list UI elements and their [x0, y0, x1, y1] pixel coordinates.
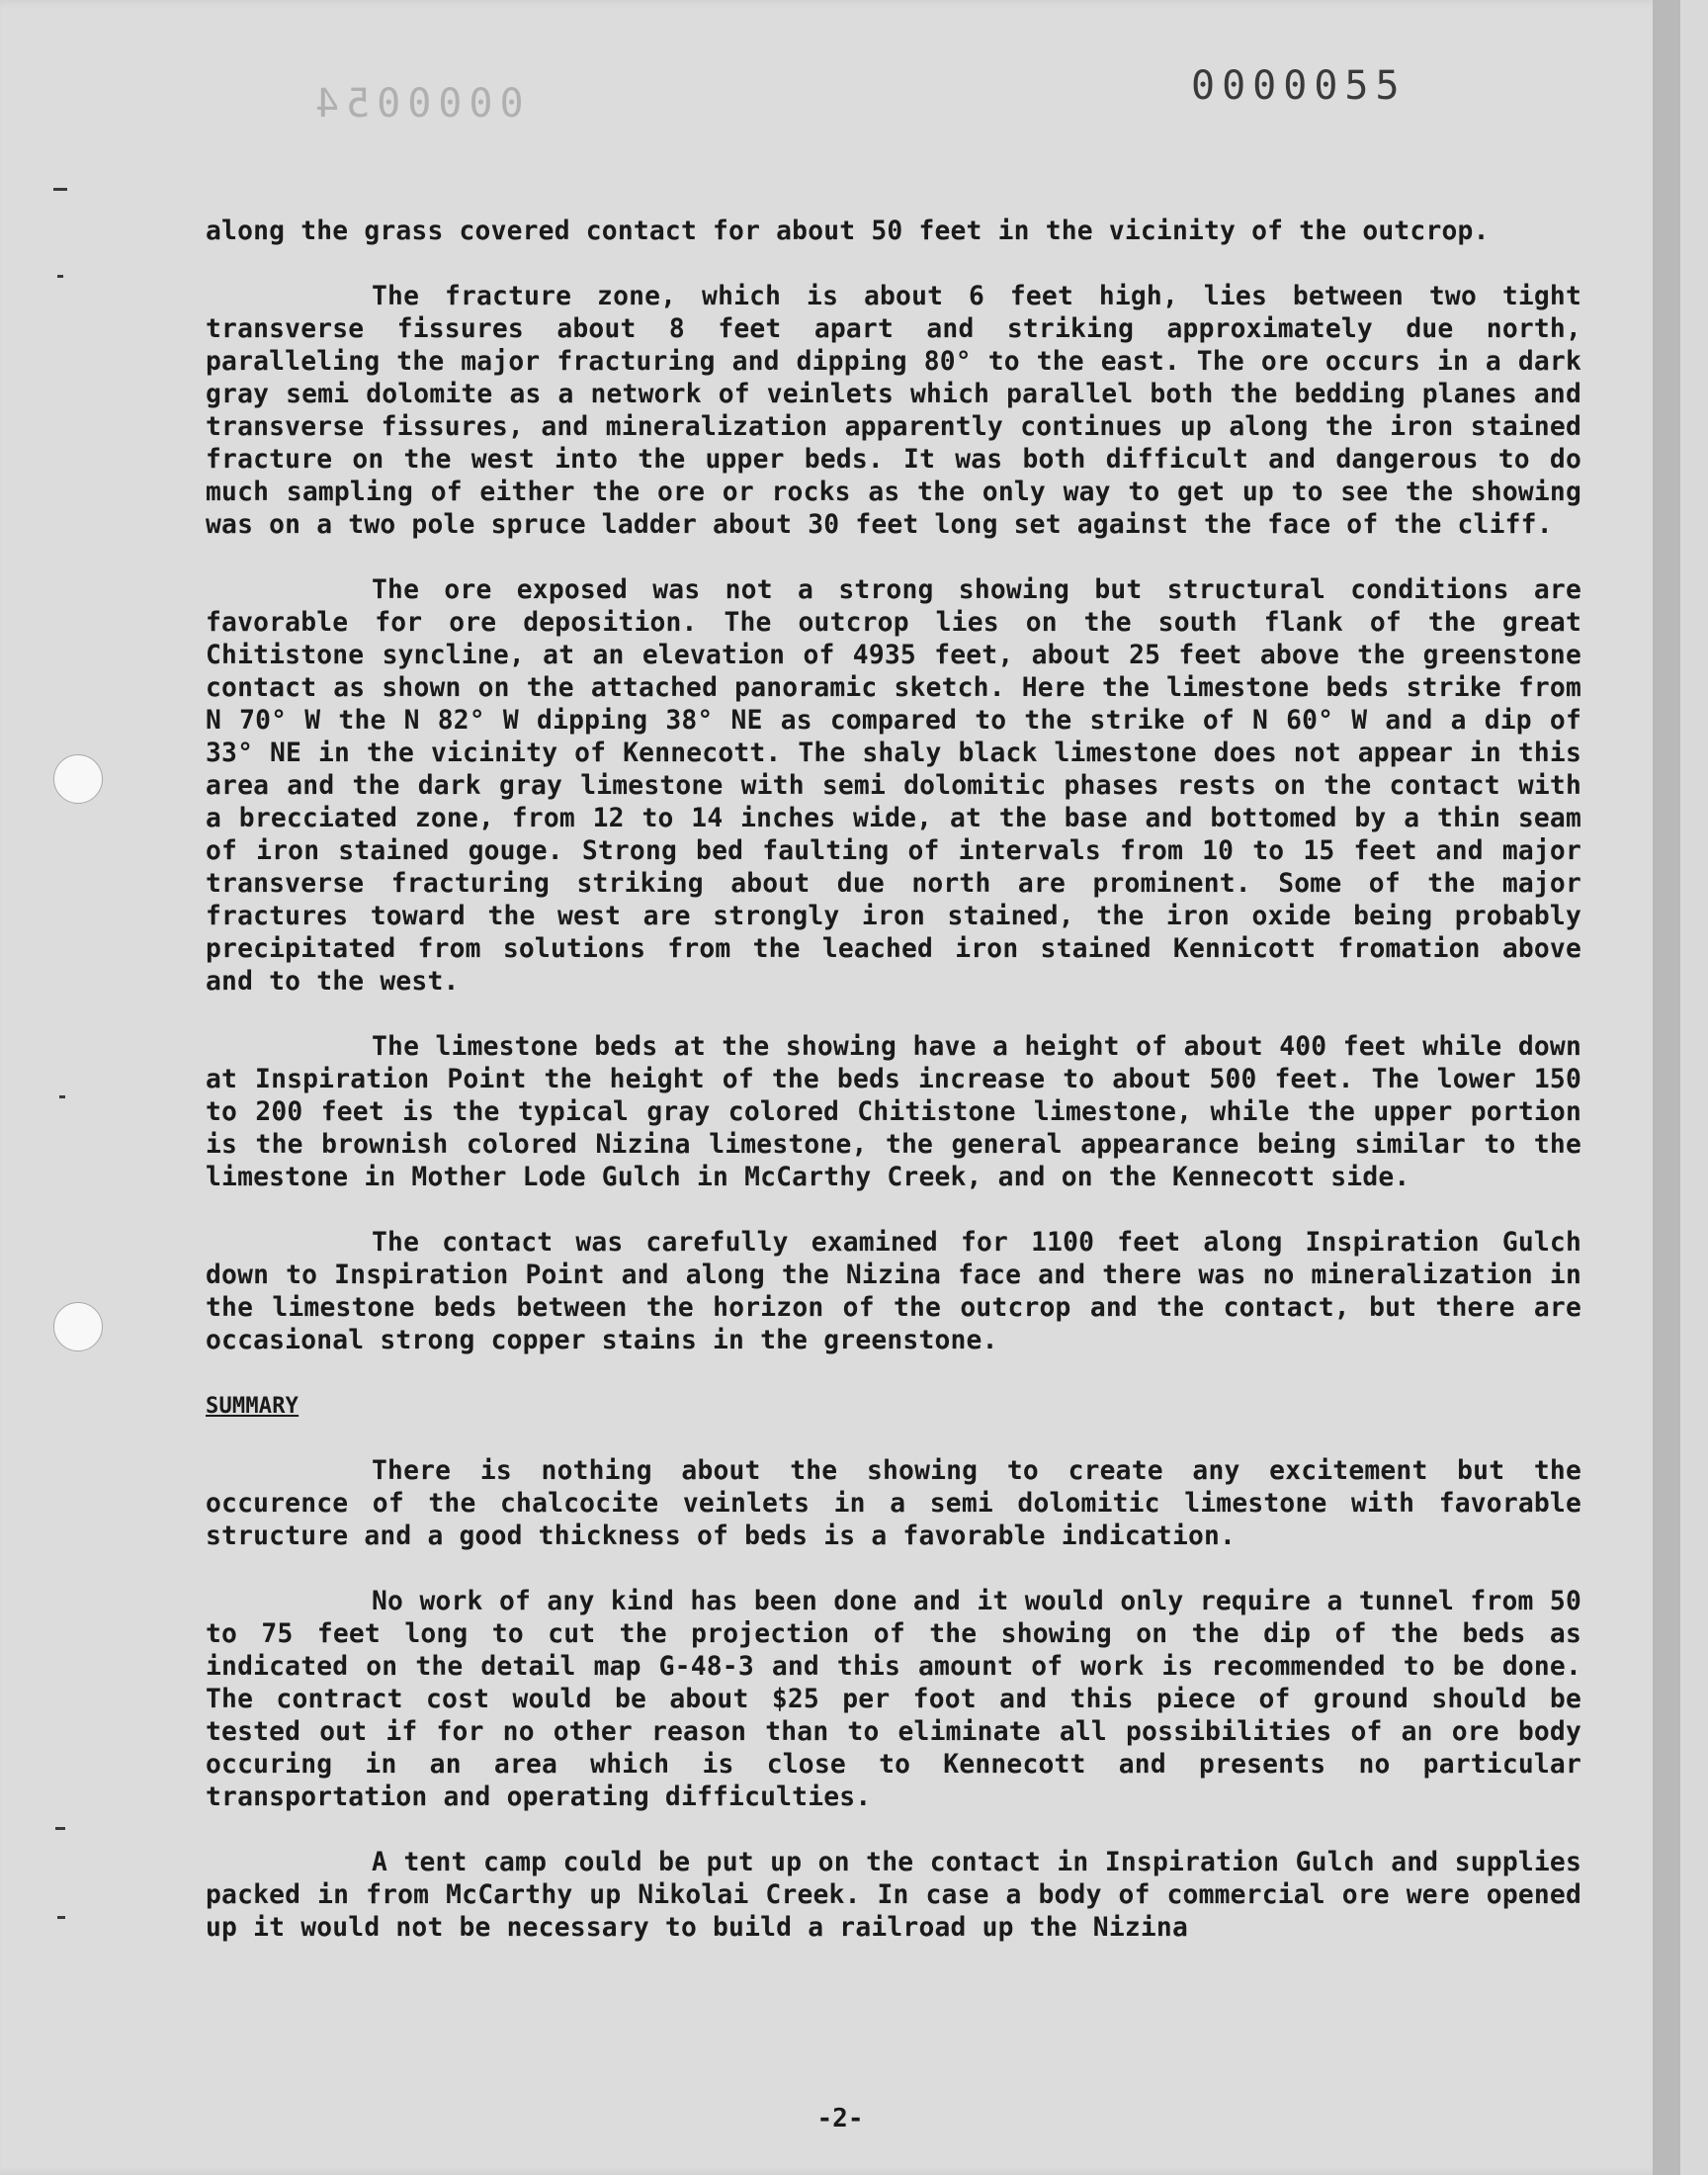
paragraph-fracture-zone: The fracture zone, which is about 6 feet high, lies between two tight transverse fissures about 8 feet apart and striking approximately due north, paralleling the major fracturing and dipping 80° to the east. The ore occurs in a dark gray semi dolomite as a network of veinlets which parallel both the bedding planes and transverse fissures, and mineralization apparently continues up along the iron stained fracture on the west into the upper beds. It was both difficult and dangerous to do much sampling of either the ore or rocks as the only way to get up to see the showing was on a two pole spruce ladder about 30 feet long set against the face of the cliff.	[206, 282, 1581, 540]
paragraph-ore-exposed: The ore exposed was not a strong showing but structural conditions are favorable for ore deposition. The outcrop lies on the south flank of the great Chitistone syncline, at an elevation of 4935 feet, about 25 feet above the greenstone contact as shown on the attached panoramic sketch. Here the limestone beds strike from N 70° W the N 82° W dipping 38° NE as compared to the strike of N 60° W and a dip of 33° NE in the vicinity of Kennecott. The shaly black limestone does not appear in this area and the dark gray limestone with semi dolomitic phases rests on the contact with a brecciated zone, from 12 to 14 inches wide, at the base and bottomed by a thin seam of iron stained gouge. Strong bed faulting of intervals from 10 to 15 feet and major transverse fracturing striking about due north are prominent. Some of the major fractures toward the west are strongly iron stained, the iron oxide being probably precipitated from solutions from the leached iron stained Kennicott fromation above and to the west.	[206, 575, 1581, 997]
margin-mark	[57, 1916, 65, 1919]
paragraph-recommendation: No work of any kind has been done and it would only require a tunnel from 50 to 75 feet long to cut the projection of the showing on the dip of the beds as indicated on the detail map G-48-3 and this amount of work is recommended to be done. The contract cost would be about $25 per foot and this piece of ground should be tested out if for no other reason than to eliminate all possibilities of an ore body occuring in an area which is close to Kennecott and presents no particular transportation and operating difficulties.	[206, 1587, 1581, 1812]
paragraph-continuation: along the grass covered contact for about 50 feet in the vicinity of the outcrop.	[206, 217, 1490, 246]
punch-hole-top	[53, 754, 103, 804]
document-body	[206, 216, 1581, 1977]
margin-mark	[53, 188, 67, 191]
bleed-through-doc-number: 0000054	[308, 81, 524, 127]
paragraph-summary: There is nothing about the showing to create any excitement but the occurence of the chalcocite veinlets in a semi dolomitic limestone with favorable structure and a good thickness of beds is a favorable indication.	[206, 1456, 1581, 1551]
margin-mark	[57, 275, 63, 278]
page-edge	[1653, 0, 1680, 2175]
paragraph-contact-examined: The contact was carefully examined for 1100 feet along Inspiration Gulch down to Inspiration Point and along the Nizina face and there was no mineralization in the limestone beds between the horizon of the outcrop and the contact, but there are occasional strong copper stains in the greenstone.	[206, 1228, 1581, 1355]
document-number: 0000055	[1191, 63, 1407, 109]
page-number: -2-	[816, 2104, 864, 2133]
margin-mark	[55, 1827, 65, 1830]
paragraph-limestone-beds: The limestone beds at the showing have a height of about 400 feet while down at Inspiration Point the height of the beds increase to about 500 feet. The lower 150 to 200 feet is the typical gray colored Chitistone limestone, while the upper portion is the brownish colored Nizina limestone, the general appearance being similar to the limestone in Mother Lode Gulch in McCarthy Creek, and on the Kennecott side.	[206, 1032, 1581, 1192]
margin-mark	[59, 1095, 65, 1098]
summary-heading: SUMMARY	[206, 1394, 299, 1419]
paragraph-tent-camp: A tent camp could be put up on the contact in Inspiration Gulch and supplies packed in from McCarthy up Nikolai Creek. In case a body of commercial ore were opened up it would not be necessary to build a railroad up the Nizina	[206, 1848, 1581, 1943]
punch-hole-bottom	[53, 1302, 103, 1351]
